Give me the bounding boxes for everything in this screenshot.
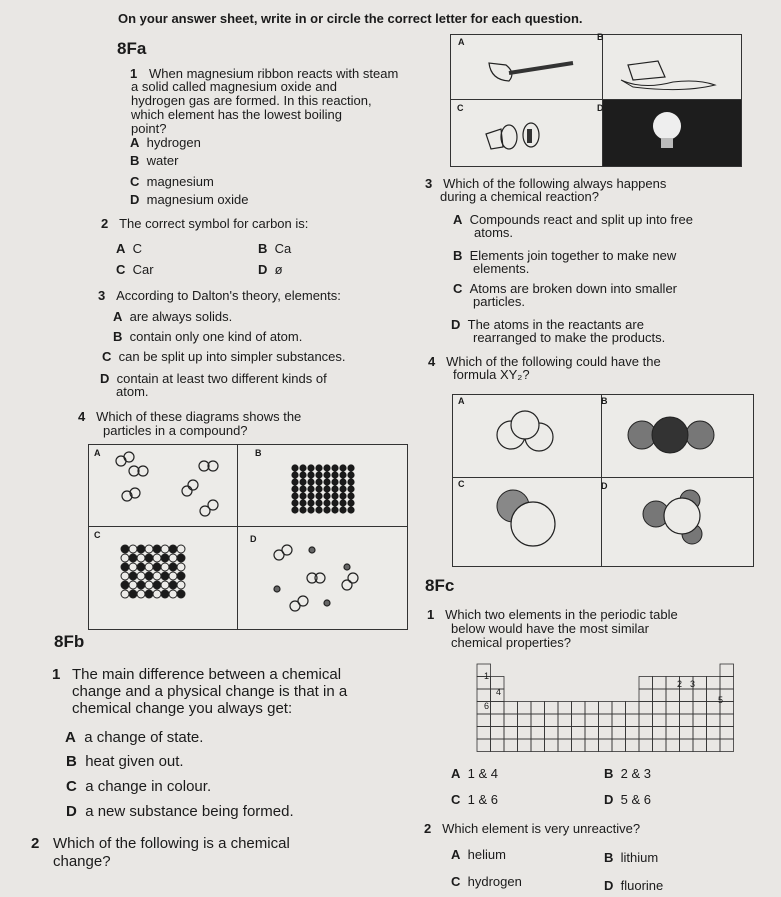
pt-cell [707,739,721,752]
lattice-c-particle [129,581,137,589]
q3-option-c[interactable]: C can be split up into simpler substances. [102,349,346,364]
lattice-c-particle [145,590,153,598]
lattice-c-particle [153,572,161,580]
pt-cell [666,689,680,702]
pt-cell [680,739,694,752]
pt-cell [693,714,707,727]
pic-label-d: D [597,103,604,113]
lattice-b-particle [307,506,314,513]
pt-cell [626,702,640,715]
lattice-b-particle [299,478,306,485]
lattice-b-particle [331,499,338,506]
lattice-c-particle [121,581,129,589]
pt-cell [518,739,532,752]
melting-ice-icon [603,35,741,99]
fb-q1-option-d[interactable]: D a new substance being formed. [66,803,294,820]
pt-cell [585,739,599,752]
lattice-c-particle [161,572,169,580]
molecule-d [602,478,753,566]
mol-label-b: B [601,396,608,406]
instructions: On your answer sheet, write in or circle the correct letter for each question. [118,11,583,26]
lattice-b-particle [331,506,338,513]
pt-cell [626,714,640,727]
q1-text-cont: a solid called magnesium oxide and hydrogen gas are formed. In this reaction, which element has the lowest boiling point? [131,79,372,136]
pt-cell [531,714,545,727]
lattice-c-particle [177,563,185,571]
lattice-c-particle [153,590,161,598]
lattice-b-particle [347,492,354,499]
pt-cell [720,727,734,740]
pt-cell [558,727,572,740]
lattice-b-particle [299,492,306,499]
lattice-b-particle [315,506,322,513]
lattice-c-particle [137,581,145,589]
lattice-b-particle [299,464,306,471]
fc-q1-option-a[interactable]: A 1 & 4 [451,766,498,781]
section-title-8fc: 8Fc [425,576,455,595]
lattice-c-particle [177,545,185,553]
fc-q1-question-cont: below would have the most similar [451,621,649,636]
lattice-b-particle [307,471,314,478]
pt-cell [545,714,559,727]
q1-option-b[interactable]: B water [130,153,179,168]
fc-q1-option-c[interactable]: C 1 & 6 [451,792,498,807]
lattice-b-particle [291,492,298,499]
q2-option-c[interactable]: C Car [116,262,154,277]
lattice-b-particle [323,478,330,485]
pt-cell [666,714,680,727]
q4-question-cont: particles in a compound? [103,423,248,438]
section-title-8fb: 8Fb [54,632,85,651]
lattice-c-particle [169,572,177,580]
pt-cell [545,727,559,740]
lattice-b-particle [339,478,346,485]
q1-option-c[interactable]: C magnesium [130,174,214,189]
pic-label-c: C [457,103,464,113]
fb-q1-option-a[interactable]: A a change of state. [65,729,204,746]
pt-cell [693,677,707,690]
particle-diagram-grid [88,444,408,630]
light-bulb-icon [603,100,741,166]
pic-label-a: A [458,37,465,47]
lattice-b-particle [339,471,346,478]
lattice-b-particle [323,499,330,506]
lattice-c-particle [137,563,145,571]
lattice-b-particle [315,478,322,485]
pt-cell [707,677,721,690]
lattice-b-particle [347,478,354,485]
rq3-option-a[interactable]: A Compounds react and split up into free [453,212,693,227]
pt-cell [518,702,532,715]
pt-cell [599,727,613,740]
section-title-8fa: 8Fa [117,39,147,58]
pt-cell [653,677,667,690]
lattice-b-particle [291,499,298,506]
lattice-b-particle [307,499,314,506]
lattice-c-particle [129,554,137,562]
mol-label-a: A [458,396,465,406]
lattice-b-particle [299,485,306,492]
lattice-c-particle [153,554,161,562]
pt-cell [680,689,694,702]
pt-cell [531,727,545,740]
fc-q2-option-a[interactable]: A helium [451,847,506,862]
cell-b-solid-lattice [289,463,359,518]
q2-option-d[interactable]: D ø [258,262,283,277]
pt-cell [720,664,734,677]
pt-cell [612,727,626,740]
pt-cell [477,714,491,727]
pt-cell [491,702,505,715]
lattice-b-particle [347,506,354,513]
pic-label-b: B [597,32,604,42]
pt-cell [693,689,707,702]
lattice-c-particle [161,581,169,589]
pt-cell [531,739,545,752]
pt-cell [666,727,680,740]
fc-q1-option-b[interactable]: B 2 & 3 [604,766,651,781]
pt-num-6: 6 [484,701,490,711]
pt-cell [504,714,518,727]
lattice-c-particle [177,581,185,589]
lattice-b-particle [291,478,298,485]
pt-cell [653,739,667,752]
lattice-c-particle [137,545,145,553]
lattice-c-particle [129,563,137,571]
pt-cell [531,702,545,715]
lattice-c-particle [169,554,177,562]
q3-option-d-cont: atom. [116,384,149,399]
lattice-c-particle [161,545,169,553]
lattice-b-particle [315,499,322,506]
pt-cell [545,702,559,715]
pt-cell [558,739,572,752]
pt-cell [612,714,626,727]
lattice-c-particle [145,572,153,580]
pt-cell [585,714,599,727]
pt-cell [612,702,626,715]
q1-number: 1 [130,66,138,81]
lattice-c-particle [161,563,169,571]
pt-cell [653,727,667,740]
lattice-b-particle [291,471,298,478]
lattice-b-particle [347,464,354,471]
fb-q1-number: 1 [52,666,61,683]
cell-d-gas-mixture [237,527,407,629]
pt-cell [693,727,707,740]
pt-cell [639,714,653,727]
fc-q1-question-cont2: chemical properties? [451,635,571,650]
pt-cell [585,727,599,740]
lattice-b-particle [315,485,322,492]
lattice-b-particle [315,471,322,478]
lattice-b-particle [331,485,338,492]
fc-q2-option-b[interactable]: B lithium [604,850,659,865]
lattice-c-particle [177,572,185,580]
rq3-option-d[interactable]: D The atoms in the reactants are [451,317,644,332]
q2-question: 2 The correct symbol for carbon is: [101,216,309,231]
pt-cell [545,739,559,752]
pt-cell [504,702,518,715]
fb-q1-option-c[interactable]: C a change in colour. [66,778,212,795]
pt-cell [572,702,586,715]
cell-label-b: B [255,448,262,458]
periodic-table [477,664,742,764]
rq4-question-cont: formula XY₂? [453,367,530,382]
pt-cell [639,677,653,690]
lattice-c-particle [145,581,153,589]
lattice-b-particle [347,485,354,492]
mol-label-d: D [601,481,608,491]
lattice-b-particle [299,499,306,506]
lattice-c-particle [129,545,137,553]
pt-cell [572,739,586,752]
pt-cell [720,714,734,727]
lattice-b-particle [291,485,298,492]
rq3-option-c-cont: particles. [473,294,526,309]
lattice-c-particle [137,572,145,580]
lattice-b-particle [339,499,346,506]
pt-cell [693,739,707,752]
fc-q2-option-d[interactable]: D fluorine [604,878,664,893]
lattice-b-particle [347,499,354,506]
pt-cell [639,702,653,715]
lattice-b-particle [315,492,322,499]
pt-cell [612,739,626,752]
pt-num-3: 3 [690,679,696,689]
picture-grid [450,34,742,167]
pt-cell [477,689,491,702]
pt-cell [599,739,613,752]
pt-cell [572,714,586,727]
pt-cell [504,727,518,740]
lattice-b-particle [307,492,314,499]
lattice-c-particle [137,590,145,598]
molecule-c [453,478,601,566]
lattice-c-particle [121,572,129,580]
pt-cell [491,739,505,752]
lattice-b-particle [307,464,314,471]
molecule-b [602,395,753,477]
lattice-b-particle [307,478,314,485]
lattice-c-particle [169,545,177,553]
pt-cell [491,714,505,727]
lattice-c-particle [145,563,153,571]
lattice-c-particle [153,581,161,589]
pt-cell [639,727,653,740]
pt-cell [504,739,518,752]
lattice-b-particle [299,506,306,513]
pt-cell [626,739,640,752]
pt-cell [720,677,734,690]
pt-cell [585,702,599,715]
q2-option-a[interactable]: A C [116,241,143,256]
lattice-b-particle [331,464,338,471]
lattice-c-particle [121,563,129,571]
q3-option-d[interactable]: D contain at least two different kinds of [100,371,327,386]
rq3-option-a-cont: atoms. [474,225,514,240]
pt-cell [491,727,505,740]
bread-toast-icon [451,99,602,166]
pt-cell [666,739,680,752]
cell-label-c: C [94,530,101,540]
cell-label-a: A [94,448,101,458]
lattice-c-particle [137,554,145,562]
lattice-b-particle [331,492,338,499]
lattice-c-particle [169,581,177,589]
rq3-question: 3 Which of the following always happens [425,176,667,191]
lattice-b-particle [299,471,306,478]
pt-cell [477,739,491,752]
q3-option-a[interactable]: A are always solids. [113,309,233,324]
pt-cell [639,739,653,752]
rq3-option-c[interactable]: C Atoms are broken down into smaller [453,281,677,296]
lattice-c-particle [161,554,169,562]
pt-cell [518,714,532,727]
q3-question: 3 According to Dalton's theory, elements: [98,288,341,303]
lattice-b-particle [307,485,314,492]
molecule-a [453,395,601,477]
fc-q1-question: 1 Which two elements in the periodic table [427,607,678,622]
pt-cell [518,727,532,740]
lattice-b-particle [291,464,298,471]
lattice-c-particle [129,572,137,580]
pt-cell [680,727,694,740]
pt-cell [558,714,572,727]
rq3-option-b-cont: elements. [473,261,530,276]
cell-c-mixed-lattice [119,543,189,603]
pt-cell [572,727,586,740]
pt-cell [693,702,707,715]
lattice-b-particle [291,506,298,513]
pt-cell [599,702,613,715]
fb-q2-text: Which of the following is a chemical change? [53,835,290,870]
q1-option-d[interactable]: D magnesium oxide [130,192,249,207]
lattice-b-particle [323,464,330,471]
lattice-c-particle [121,590,129,598]
q4-question: 4 Which of these diagrams shows the [78,409,302,424]
fb-q2-number: 2 [31,835,40,852]
lattice-b-particle [323,471,330,478]
lattice-c-particle [121,545,129,553]
fb-q1-option-b[interactable]: B heat given out. [66,753,184,770]
molecule-grid [452,394,754,567]
pt-cell [653,702,667,715]
lattice-c-particle [129,590,137,598]
rq3-option-b[interactable]: B Elements join together to make new [453,248,677,263]
cell-label-d: D [250,534,257,544]
q1-option-a[interactable]: A hydrogen [130,135,201,150]
rq3-question-cont: during a chemical reaction? [440,189,599,204]
pt-num-1: 1 [484,671,490,681]
lattice-c-particle [169,590,177,598]
lattice-b-particle [339,485,346,492]
pt-num-5: 5 [718,695,724,705]
lattice-c-particle [121,554,129,562]
lattice-c-particle [145,554,153,562]
fc-q2-question: 2 Which element is very unreactive? [424,821,641,836]
pt-cell [639,689,653,702]
pt-cell [626,727,640,740]
spoon-burning-icon [451,35,602,99]
cell-a-molecules [89,445,237,526]
pt-cell [477,727,491,740]
pt-cell [707,727,721,740]
lattice-b-particle [323,485,330,492]
pt-cell [680,702,694,715]
pt-cell [599,714,613,727]
pt-cell [653,714,667,727]
fc-q2-option-c[interactable]: C hydrogen [451,874,522,889]
q2-option-b[interactable]: B Ca [258,241,292,256]
pt-num-2: 2 [677,679,683,689]
q1-text: When magnesium ribbon reacts with steam [149,66,399,81]
lattice-c-particle [177,590,185,598]
lattice-c-particle [169,563,177,571]
lattice-b-particle [339,506,346,513]
mol-label-c: C [458,479,465,489]
lattice-c-particle [161,590,169,598]
lattice-b-particle [315,464,322,471]
lattice-b-particle [323,492,330,499]
pt-cell [707,714,721,727]
pt-cell [558,702,572,715]
fc-q1-option-d[interactable]: D 5 & 6 [604,792,651,807]
fb-q1-text: The main difference between a chemical change and a physical change is that in a chemical change you always get: [72,666,348,717]
lattice-c-particle [153,563,161,571]
rq4-question: 4 Which of the following could have the [428,354,661,369]
lattice-c-particle [145,545,153,553]
rq3-option-d-cont: rearranged to make the products. [473,330,666,345]
pt-cell [680,714,694,727]
lattice-c-particle [177,554,185,562]
lattice-b-particle [323,506,330,513]
pt-num-4: 4 [496,687,502,697]
lattice-c-particle [153,545,161,553]
pt-cell [666,702,680,715]
lattice-b-particle [347,471,354,478]
q3-option-b[interactable]: B contain only one kind of atom. [113,329,303,344]
lattice-b-particle [339,492,346,499]
lattice-b-particle [331,471,338,478]
lattice-b-particle [331,478,338,485]
pt-cell [653,689,667,702]
pt-cell [720,739,734,752]
lattice-b-particle [339,464,346,471]
